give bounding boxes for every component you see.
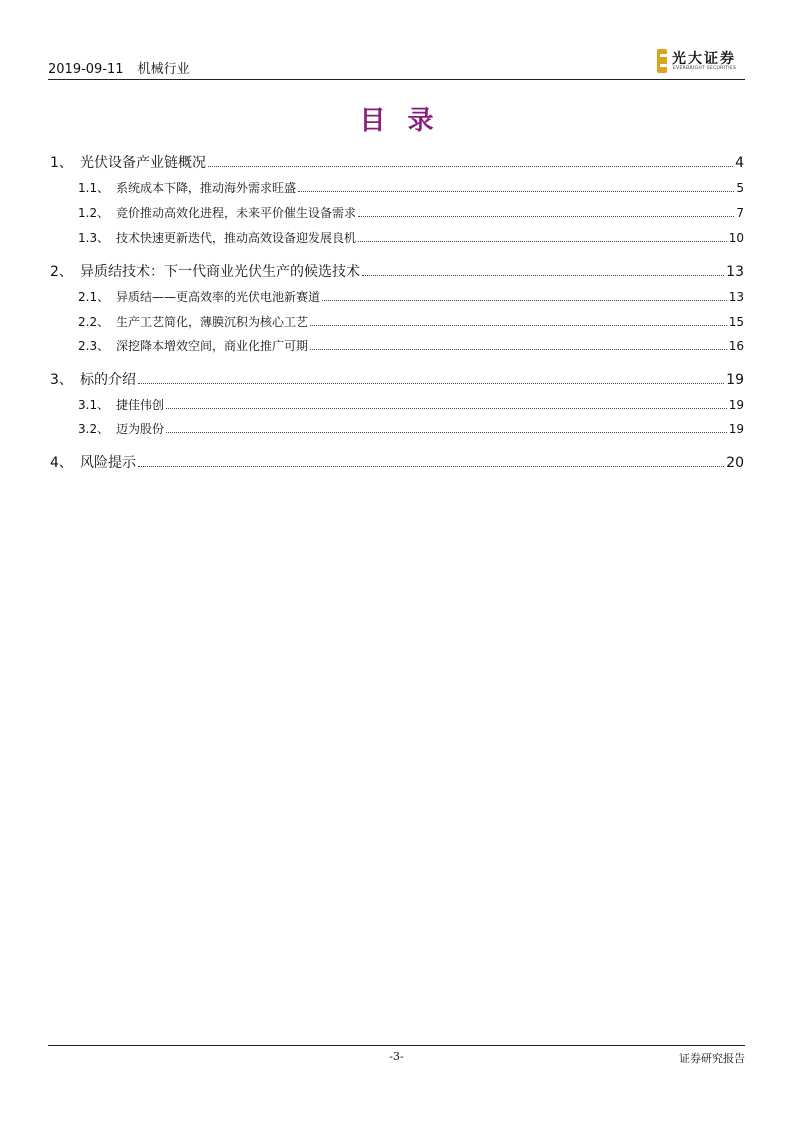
toc-number: 3.2、: [78, 422, 110, 436]
toc-title: 目录: [359, 106, 456, 136]
toc-entry[interactable]: [50, 261, 744, 281]
toc-number: 3、: [50, 372, 73, 388]
toc-number: 2、: [50, 264, 73, 280]
toc-text: 竞价推动高效化进程，未来平价催生设备需求: [116, 206, 357, 220]
toc-text: 深挖降本增效空间，商业化推广可期: [116, 339, 309, 353]
toc-number: 3.1、: [78, 398, 110, 412]
toc-text: 风险提示: [80, 455, 136, 471]
footer-divider: [48, 1045, 745, 1046]
toc-leader: [166, 431, 727, 433]
toc-text: 迈为股份: [116, 422, 165, 436]
toc-text: 生产工艺简化，薄膜沉积为核心工艺: [116, 315, 309, 329]
toc-entry[interactable]: [50, 288, 744, 305]
toc-page: 19: [726, 372, 744, 388]
header-left: [48, 58, 190, 77]
toc-entry[interactable]: [50, 396, 744, 413]
toc-page: 7: [736, 206, 744, 220]
toc-page: 15: [728, 315, 744, 329]
toc-text: 系统成本下降，推动海外需求旺盛: [116, 181, 297, 195]
toc-number: 1.3、: [78, 231, 110, 245]
toc-number: 2.3、: [78, 339, 110, 353]
company-logo: [657, 49, 745, 75]
toc-page: 19: [728, 398, 744, 412]
page-number: -3-: [389, 1050, 404, 1063]
page-header: [48, 51, 745, 79]
toc-text: 标的介绍: [80, 372, 136, 388]
report-date: 2019-09-11: [48, 62, 124, 77]
toc-text: 异质结技术：下一代商业光伏生产的候选技术: [80, 264, 360, 280]
toc-entry[interactable]: [50, 229, 744, 246]
toc-leader: [310, 324, 727, 326]
toc-leader: [138, 465, 724, 467]
toc-number: 4、: [50, 455, 73, 471]
toc-entry[interactable]: [50, 452, 744, 472]
toc-number: 1.1、: [78, 181, 110, 195]
toc-page: 5: [736, 181, 744, 195]
logo-subtext: EVERBRIGHT SECURITIES: [673, 66, 737, 71]
logo-text: 光大证券: [672, 51, 736, 67]
toc-number: 1.2、: [78, 206, 110, 220]
toc-page: 4: [735, 155, 744, 171]
toc-page: 20: [726, 455, 744, 471]
toc-entry[interactable]: [50, 337, 744, 354]
toc-entry[interactable]: [50, 152, 744, 172]
toc-leader: [166, 407, 727, 409]
toc-text: 捷佳伟创: [116, 398, 165, 412]
toc-number: 2.1、: [78, 290, 110, 304]
logo-mark-icon: [657, 49, 667, 73]
toc-leader: [138, 382, 724, 384]
toc-page: 16: [728, 339, 744, 353]
toc-leader: [358, 240, 727, 242]
toc-leader: [298, 190, 734, 192]
toc-page: 19: [728, 422, 744, 436]
toc-entry[interactable]: [50, 204, 744, 221]
toc-text: 光伏设备产业链概况: [80, 155, 206, 171]
toc-entry[interactable]: [50, 369, 744, 389]
toc-page: 10: [728, 231, 744, 245]
toc-text: 异质结——更高效率的光伏电池新赛道: [116, 290, 321, 304]
footer-label: 证券研究报告: [679, 1052, 745, 1065]
toc-number: 1、: [50, 155, 73, 171]
toc-leader: [310, 348, 727, 350]
toc-page: 13: [728, 290, 744, 304]
industry-label: 机械行业: [137, 62, 190, 77]
header-divider: [48, 79, 745, 80]
toc-entry[interactable]: [50, 420, 744, 437]
toc-entry[interactable]: [50, 179, 744, 196]
toc-leader: [358, 215, 734, 217]
toc-text: 技术快速更新迭代，推动高效设备迎发展良机: [116, 231, 357, 245]
toc-page: 13: [726, 264, 744, 280]
toc-leader: [208, 165, 733, 167]
toc-number: 2.2、: [78, 315, 110, 329]
toc-leader: [362, 274, 724, 276]
toc-entry[interactable]: [50, 313, 744, 330]
toc-leader: [322, 299, 727, 301]
